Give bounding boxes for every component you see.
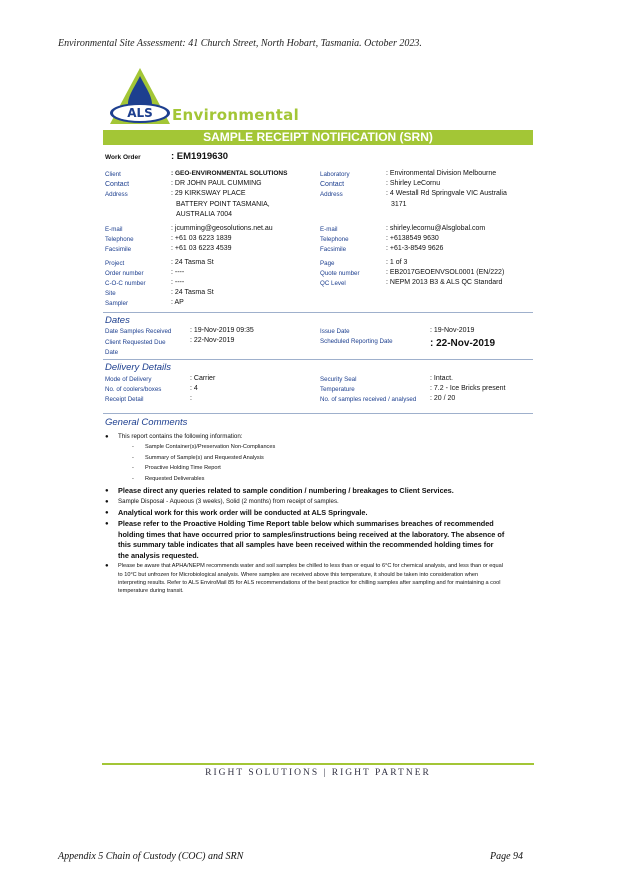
date-received-value: : 19-Nov-2019 09:35: [190, 327, 254, 334]
work-order-label: Work Order: [105, 154, 141, 161]
lab-contact-label: Contact: [320, 181, 345, 188]
requested-due-label: Client Requested Due Date: [105, 339, 166, 356]
lab-email-value: : shirley.lecornu@Alsglobal.com: [386, 225, 486, 232]
section-divider: [103, 413, 533, 414]
contents-sub-list: [118, 442, 505, 484]
quote-number-value: : EB2017GEOENVSOL0001 (EN/222): [386, 269, 505, 276]
qc-level-value: : NEPM 2013 B3 & ALS QC Standard: [386, 279, 503, 286]
delivery-section-title: Delivery Details: [105, 362, 171, 373]
temperature-label: Temperature: [320, 386, 355, 393]
order-number-label: Order number: [105, 270, 144, 277]
quote-number-label: Quote number: [320, 270, 360, 277]
lab-contact-value: : Shirley LeCornu: [386, 180, 441, 187]
client-facsimile-label: Facsimile: [105, 246, 132, 253]
list-item: ● Sample Disposal - Aqueous (3 weeks), Solid (2 months) from receipt of samples.: [105, 498, 505, 506]
coc-number-value: : ----: [171, 279, 185, 286]
reporting-date-value: : 22-Nov-2019: [430, 338, 496, 349]
section-divider: [103, 312, 533, 313]
reporting-date-label: Scheduled Reporting Date: [320, 338, 393, 345]
receipt-detail-label: Receipt Detail: [105, 396, 144, 403]
client-address-line-3: AUSTRALIA 7004: [176, 211, 233, 218]
footer-divider: [102, 763, 534, 765]
client-contact-label: Contact: [105, 181, 130, 188]
lab-address-label: Address: [320, 191, 343, 198]
site-label: Site: [105, 290, 116, 297]
lab-email-label: E-mail: [320, 226, 338, 233]
page-value: : 1 of 3: [386, 259, 408, 266]
security-seal-value: : Intact.: [430, 375, 453, 382]
laboratory-label: Laboratory: [320, 171, 350, 178]
project-label: Project: [105, 260, 125, 267]
project-value: : 24 Tasma St: [171, 259, 214, 266]
order-number-value: : ----: [171, 269, 185, 276]
lab-address-line-1: : 4 Westall Rd Springvale VIC Australia: [386, 190, 507, 197]
list-item: ● Analytical work for this work order will be conducted at ALS Springvale.: [105, 508, 505, 519]
qc-level-label: QC Level: [320, 280, 346, 287]
intro-text: This report contains the following information:: [118, 433, 243, 440]
footer-tagline: RIGHT SOLUTIONS | RIGHT PARTNER: [205, 768, 431, 778]
client-email-label: E-mail: [105, 226, 123, 233]
issue-date-label: Issue Date: [320, 328, 350, 335]
client-value: : GEO-ENVIRONMENTAL SOLUTIONS: [171, 170, 288, 177]
sub-list-item: - Summary of Sample(s) and Requested Analysis: [118, 453, 505, 464]
sampler-value: : AP: [171, 299, 184, 306]
coolers-value: : 4: [190, 385, 198, 392]
delivery-mode-value: : Carrier: [190, 375, 216, 382]
logo-text: Environmental: [172, 106, 300, 124]
list-item: ● Please be aware that APHA/NEPM recommends water and soil samples be chilled to less than or equal to 6°C for chemical analysis, and less than or equal to 10°C but unfrozen for Microbiological analysis. Where samples are received above this temperature, it should be taken into consideration when interpreting results. Refer to ALS EnviroMail 85 for ALS recommendations of the best practice for chilling samples after sampling and for maintaining a cool temperature during transit.: [105, 562, 505, 595]
list-item: ● Please direct any queries related to sample condition / numbering / breakages to Client Services.: [105, 486, 505, 497]
sub-list-item: - Requested Deliverables: [118, 474, 505, 485]
page-number: Page 94: [490, 851, 524, 862]
coolers-label: No. of coolers/boxes: [105, 386, 162, 393]
appendix-caption: Appendix 5 Chain of Custody (COC) and SRN: [58, 851, 244, 862]
work-order-value: : EM1919630: [171, 151, 229, 162]
samples-count-value: : 20 / 20: [430, 395, 456, 402]
security-seal-label: Security Seal: [320, 376, 357, 383]
page-label: Page: [320, 260, 335, 267]
banner-title: SAMPLE RECEIPT NOTIFICATION (SRN): [103, 130, 533, 145]
sub-list-item: - Sample Container(s)/Preservation Non-Compliances: [118, 442, 505, 453]
sampler-label: Sampler: [105, 300, 129, 307]
lab-telephone-label: Telephone: [320, 236, 349, 243]
dates-section-title: Dates: [105, 315, 130, 326]
svg-text:ALS: ALS: [127, 106, 153, 120]
client-address-line-2: BATTERY POINT TASMANIA,: [176, 201, 270, 208]
client-contact-value: : DR JOHN PAUL CUMMING: [171, 180, 262, 187]
client-facsimile-value: : +61 03 6223 4539: [171, 245, 232, 252]
samples-count-label: No. of samples received / analysed: [320, 396, 417, 403]
comments-section-title: General Comments: [105, 417, 188, 428]
laboratory-value: : Environmental Division Melbourne: [386, 170, 497, 177]
requested-due-value: : 22-Nov-2019: [190, 337, 235, 344]
sub-list-item: - Proactive Holding Time Report: [118, 463, 505, 474]
temperature-value: : 7.2 - Ice Bricks present: [430, 385, 506, 392]
client-address-line-1: : 29 KIRKSWAY PLACE: [171, 190, 246, 197]
site-value: : 24 Tasma St: [171, 289, 214, 296]
lab-address-line-2: 3171: [391, 201, 407, 208]
client-label: Client: [105, 171, 121, 178]
client-email-value: : jcumming@geosolutions.net.au: [171, 225, 273, 232]
receipt-detail-value: :: [190, 395, 192, 402]
lab-facsimile-value: : +61-3-8549 9626: [386, 245, 444, 252]
section-divider: [103, 359, 533, 360]
delivery-mode-label: Mode of Delivery: [105, 376, 152, 383]
date-received-label: Date Samples Received: [105, 328, 172, 335]
coc-number-label: C-O-C number: [105, 280, 146, 287]
client-telephone-label: Telephone: [105, 236, 134, 243]
comments-list: [105, 433, 505, 598]
list-item: ● Please refer to the Proactive Holding Time Report table below which summarises breaches of recommended holding times that have occurred prior to samples/instructions being received at the laboratory. The absence of this summary table indicates that all samples have been received within the recommended holding times for the analysis requested.: [105, 519, 505, 561]
client-telephone-value: : +61 03 6223 1839: [171, 235, 232, 242]
als-logo-icon: [104, 66, 176, 128]
list-item: [105, 433, 505, 484]
document-header: Environmental Site Assessment: 41 Church Street, North Hobart, Tasmania. October 2023.: [58, 38, 422, 49]
lab-telephone-value: : +6138549 9630: [386, 235, 439, 242]
client-address-label: Address: [105, 191, 128, 198]
lab-facsimile-label: Facsimile: [320, 246, 347, 253]
issue-date-value: : 19-Nov-2019: [430, 327, 475, 334]
